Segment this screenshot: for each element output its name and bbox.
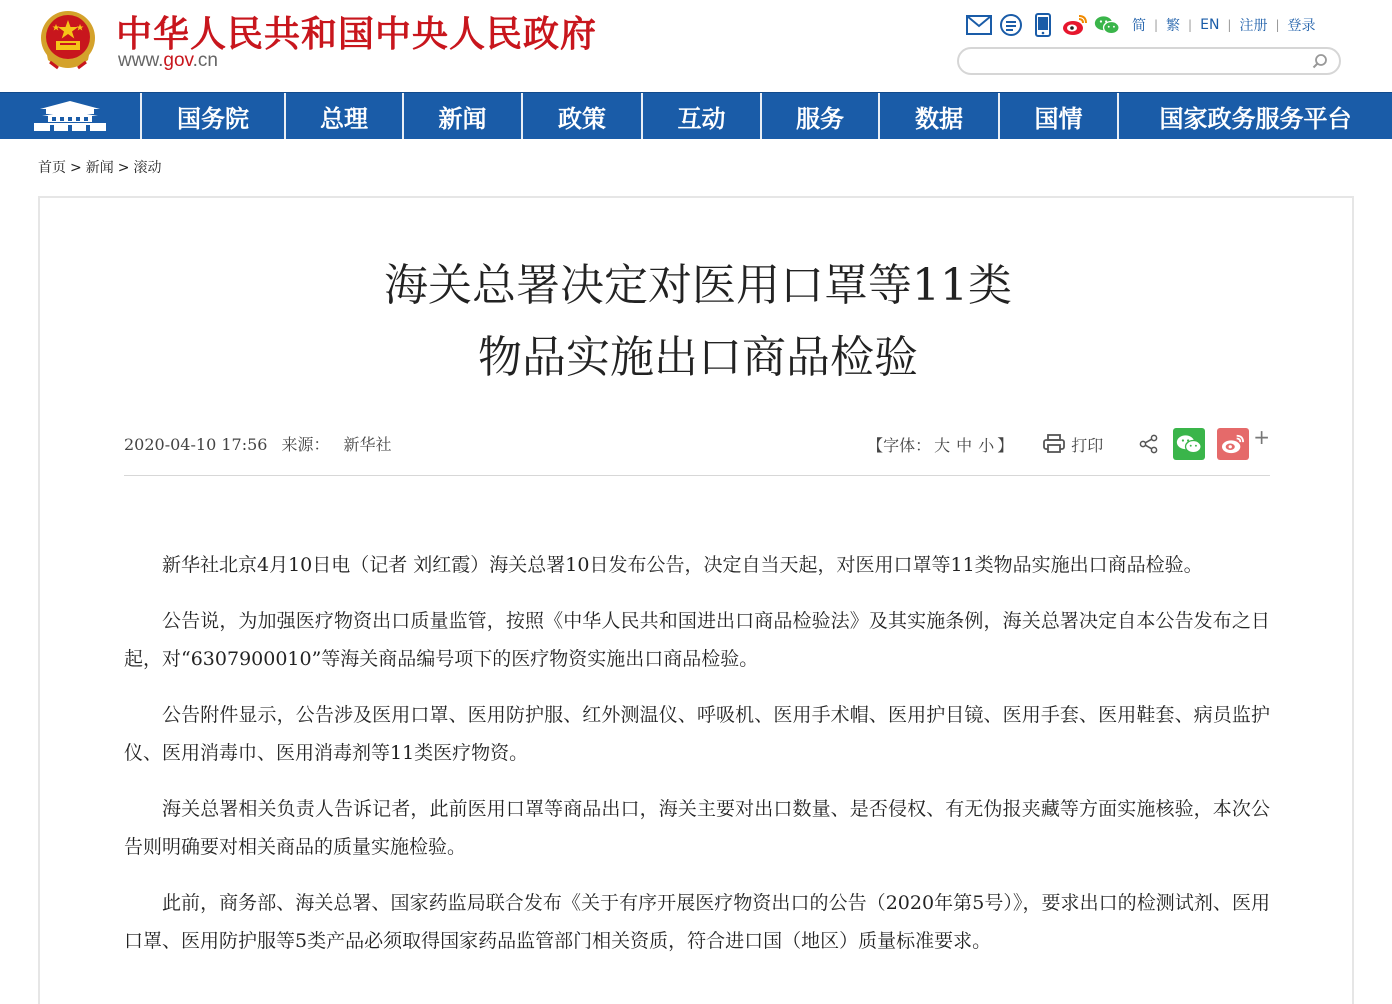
article-paragraph: 海关总署相关负责人告诉记者，此前医用口罩等商品出口，海关主要对出口数量、是否侵权、有无伪报夹藏等方面实施核验，本次公告则明确要对相关商品的质量实施检验。 bbox=[124, 798, 1270, 858]
article-paragraph: 公告说，为加强医疗物资出口质量监管，按照《中华人民共和国进出口商品检验法》及其实施条例，海关总署决定自本公告发布之日起，对“6307900010”等海关商品编号项下的医疗物资实施出口商品检验。 bbox=[124, 610, 1270, 670]
separator: | bbox=[1188, 18, 1193, 32]
breadcrumb-scroll[interactable]: 滚动 bbox=[133, 160, 162, 176]
national-emblem-icon[interactable] bbox=[38, 10, 98, 72]
article-paragraph: 此前，商务部、海关总署、国家药监局联合发布《关于有序开展医疗物资出口的公告（2020年第5号）》，要求出口的检测试剂、医用口罩、医用防护服等5类产品必须取得国家药品监管部门相关资质，符合进口国（地区）质量标准要求。 bbox=[124, 892, 1270, 952]
print-label: 打印 bbox=[1071, 435, 1104, 455]
register-link[interactable]: 注册 bbox=[1239, 18, 1268, 34]
article-title-line-1: 海关总署决定对医用口罩等11类 bbox=[384, 260, 1012, 311]
article-paragraph: 公告附件显示，公告涉及医用口罩、医用防护服、红外测温仪、呼吸机、医用手术帽、医用护目镜、医用手套、医用鞋套、病员监护仪、医用消毒巾、医用消毒剂等11类医疗物资。 bbox=[124, 704, 1270, 764]
breadcrumb-separator: > bbox=[117, 160, 130, 176]
nav-item-data[interactable]: 数据 bbox=[880, 93, 1000, 139]
nav-item-policy[interactable]: 政策 bbox=[523, 93, 643, 139]
source-name: 新华社 bbox=[343, 435, 392, 454]
nav-item-state-council[interactable]: 国务院 bbox=[142, 93, 286, 139]
article-container bbox=[38, 196, 1354, 1004]
article-tools bbox=[867, 426, 1270, 462]
lang-simplified-link[interactable]: 简 bbox=[1132, 18, 1146, 34]
lang-english-link[interactable]: EN bbox=[1200, 17, 1220, 33]
search-icon[interactable] bbox=[1309, 51, 1331, 71]
font-size-medium-button[interactable]: 中 bbox=[956, 435, 973, 455]
share-weibo-button[interactable] bbox=[1217, 428, 1249, 460]
lang-traditional-link[interactable]: 繁 bbox=[1166, 18, 1181, 34]
message-icon[interactable] bbox=[998, 12, 1024, 38]
site-domain bbox=[118, 50, 218, 72]
print-button[interactable] bbox=[1043, 433, 1103, 456]
publish-date: 2020-04-10 17:56 bbox=[124, 435, 268, 454]
font-size-large-button[interactable]: 大 bbox=[934, 435, 951, 455]
search-box bbox=[957, 47, 1341, 75]
article-body bbox=[124, 546, 1270, 978]
nav-item-news[interactable]: 新闻 bbox=[404, 93, 523, 139]
site-header bbox=[0, 0, 1392, 92]
article-paragraph: 新华社北京4月10日电（记者 刘红霞）海关总署10日发布公告，决定自当天起，对医用口罩等11类物品实施出口商品检验。 bbox=[162, 554, 1203, 576]
separator: | bbox=[1154, 18, 1159, 32]
nav-item-interaction[interactable]: 互动 bbox=[643, 93, 762, 139]
font-size-label-open: 【字体： bbox=[867, 435, 932, 455]
nav-item-national-info[interactable]: 国情 bbox=[1000, 93, 1119, 139]
domain-main: gov bbox=[163, 50, 193, 71]
top-toolbar bbox=[966, 12, 1316, 38]
mail-icon[interactable] bbox=[966, 12, 992, 38]
font-size-small-button[interactable]: 小 bbox=[978, 435, 995, 455]
breadcrumb-news[interactable]: 新闻 bbox=[85, 160, 114, 176]
language-links bbox=[1132, 15, 1316, 35]
wechat-icon bbox=[1176, 433, 1202, 455]
wechat-icon[interactable] bbox=[1094, 12, 1120, 38]
weibo-icon bbox=[1221, 433, 1245, 455]
font-size-control bbox=[867, 433, 1013, 456]
breadcrumb bbox=[38, 157, 161, 177]
printer-icon bbox=[1043, 434, 1065, 454]
mobile-icon[interactable] bbox=[1030, 12, 1056, 38]
separator: | bbox=[1227, 18, 1232, 32]
nav-item-services[interactable]: 服务 bbox=[762, 93, 880, 139]
breadcrumb-separator: > bbox=[70, 160, 82, 176]
article-meta-info bbox=[124, 432, 405, 455]
article-title bbox=[40, 250, 1356, 394]
source-label: 来源： bbox=[281, 435, 330, 454]
font-size-label-close: 】 bbox=[997, 435, 1014, 455]
domain-suffix: .cn bbox=[192, 50, 218, 71]
separator: | bbox=[1275, 18, 1280, 32]
share-icon[interactable] bbox=[1139, 434, 1159, 454]
nav-item-gov-service-platform[interactable]: 国家政务服务平台 bbox=[1159, 104, 1352, 133]
weibo-icon[interactable] bbox=[1062, 12, 1088, 38]
tiananmen-icon[interactable] bbox=[0, 93, 142, 139]
login-link[interactable]: 登录 bbox=[1287, 18, 1316, 34]
more-share-button[interactable]: + bbox=[1253, 425, 1270, 449]
site-title[interactable]: 中华人民共和国中央人民政府 bbox=[116, 14, 598, 55]
main-nav bbox=[0, 92, 1392, 139]
article-title-line-2: 物品实施出口商品检验 bbox=[478, 332, 918, 383]
nav-item-premier[interactable]: 总理 bbox=[286, 93, 404, 139]
search-input[interactable] bbox=[969, 51, 1299, 71]
domain-prefix: www. bbox=[118, 50, 164, 71]
share-wechat-button[interactable] bbox=[1173, 428, 1205, 460]
breadcrumb-home[interactable]: 首页 bbox=[38, 160, 66, 176]
article-meta bbox=[124, 426, 1270, 476]
